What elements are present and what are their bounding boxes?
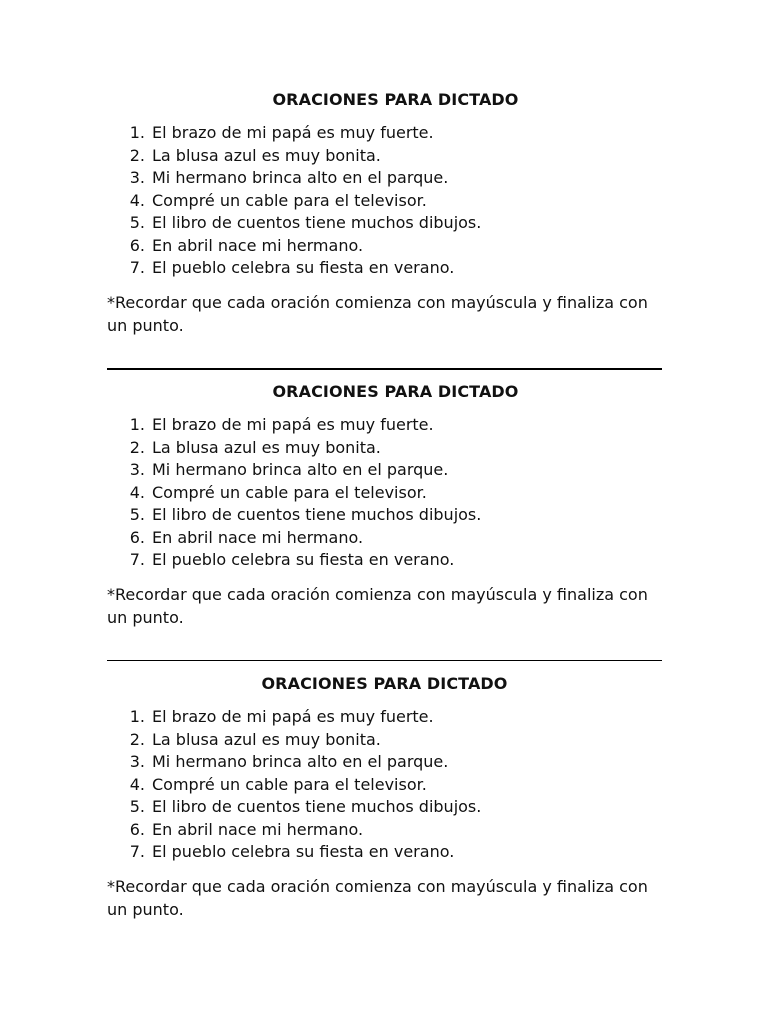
item-number: 1.: [129, 707, 145, 726]
list-item: [107, 549, 662, 572]
list-item: [107, 527, 662, 550]
item-number: 3.: [129, 168, 145, 187]
sentence-list: [107, 122, 662, 280]
list-item: [107, 437, 662, 460]
item-number: 5.: [129, 213, 145, 232]
item-text: El brazo de mi papá es muy fuerte.: [152, 123, 434, 142]
list-item: [107, 414, 662, 437]
item-text: El brazo de mi papá es muy fuerte.: [152, 415, 434, 434]
item-number: 7.: [129, 842, 145, 861]
list-item: [107, 212, 662, 235]
item-text: En abril nace mi hermano.: [152, 235, 364, 255]
section-divider: [107, 660, 662, 661]
item-text: El pueblo celebra su fiesta en verano.: [152, 550, 455, 569]
list-item: [107, 819, 662, 842]
dictation-section-2: [107, 381, 662, 629]
list-item: [107, 706, 662, 729]
item-text: El libro de cuentos tiene muchos dibujos.: [152, 213, 482, 232]
item-number: 6.: [129, 819, 145, 839]
list-item: [107, 774, 662, 797]
list-item: [107, 257, 662, 280]
reminder-note: *Recordar que cada oración comienza con mayúscula y finaliza con un punto.: [107, 292, 648, 335]
reminder-note: *Recordar que cada oración comienza con mayúscula y finaliza con un punto.: [107, 584, 648, 627]
item-text: Compré un cable para el televisor.: [152, 482, 427, 502]
list-item: [107, 729, 662, 752]
section-divider: [107, 368, 662, 370]
item-text: El pueblo celebra su fiesta en verano.: [152, 258, 455, 277]
item-number: 5.: [129, 505, 145, 524]
item-text: Mi hermano brinca alto en el parque.: [152, 752, 449, 771]
item-number: 6.: [129, 235, 145, 255]
item-number: 4.: [129, 774, 145, 794]
item-number: 3.: [129, 460, 145, 479]
item-number: 5.: [129, 797, 145, 816]
item-text: El libro de cuentos tiene muchos dibujos.: [152, 797, 482, 816]
item-number: 7.: [129, 258, 145, 277]
item-number: 1.: [129, 415, 145, 434]
item-text: Mi hermano brinca alto en el parque.: [152, 168, 449, 187]
item-text: El brazo de mi papá es muy fuerte.: [152, 707, 434, 726]
list-item: [107, 122, 662, 145]
item-number: 4.: [129, 482, 145, 502]
item-text: En abril nace mi hermano.: [152, 527, 364, 547]
list-item: [107, 796, 662, 819]
item-text: Compré un cable para el televisor.: [152, 774, 427, 794]
item-number: 2.: [129, 145, 145, 165]
item-number: 4.: [129, 190, 145, 210]
section-title: ORACIONES PARA DICTADO: [272, 90, 519, 109]
item-text: Compré un cable para el televisor.: [152, 190, 427, 210]
item-text: La blusa azul es muy bonita.: [152, 437, 381, 457]
item-text: El pueblo celebra su fiesta en verano.: [152, 842, 455, 861]
item-number: 1.: [129, 123, 145, 142]
list-item: [107, 235, 662, 258]
item-number: 6.: [129, 527, 145, 547]
item-number: 2.: [129, 437, 145, 457]
item-text: La blusa azul es muy bonita.: [152, 729, 381, 749]
list-item: [107, 167, 662, 190]
dictation-section-1: [107, 89, 662, 337]
list-item: [107, 841, 662, 864]
item-text: En abril nace mi hermano.: [152, 819, 364, 839]
sentence-list: [107, 706, 662, 864]
reminder-note: *Recordar que cada oración comienza con mayúscula y finaliza con un punto.: [107, 876, 648, 919]
item-text: El libro de cuentos tiene muchos dibujos.: [152, 505, 482, 524]
item-text: Mi hermano brinca alto en el parque.: [152, 460, 449, 479]
section-title: ORACIONES PARA DICTADO: [261, 674, 508, 693]
item-number: 3.: [129, 752, 145, 771]
item-number: 2.: [129, 729, 145, 749]
list-item: [107, 190, 662, 213]
item-text: La blusa azul es muy bonita.: [152, 145, 381, 165]
list-item: [107, 504, 662, 527]
sentence-list: [107, 414, 662, 572]
list-item: [107, 145, 662, 168]
item-number: 7.: [129, 550, 145, 569]
list-item: [107, 482, 662, 505]
list-item: [107, 459, 662, 482]
list-item: [107, 751, 662, 774]
section-title: ORACIONES PARA DICTADO: [272, 382, 519, 401]
dictation-section-3: [107, 673, 662, 921]
